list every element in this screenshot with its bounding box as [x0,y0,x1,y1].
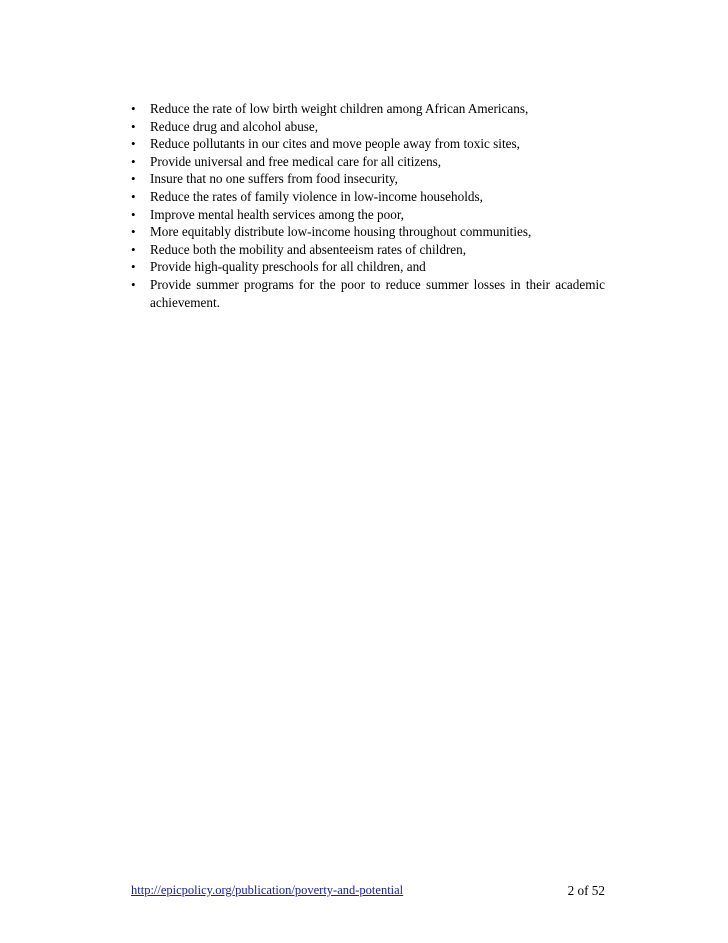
page-footer [131,883,605,903]
bullet-marker: • [131,188,136,204]
list-item-text: Reduce the rate of low birth weight children among African Americans, [150,101,529,116]
list-item [131,223,605,241]
bullet-marker: • [131,241,136,257]
list-item [131,188,605,206]
bullet-marker: • [131,153,136,169]
bullet-marker: • [131,101,136,116]
bullet-marker: • [131,171,136,187]
list-item [131,100,605,118]
list-item [131,135,605,153]
list-item-text: Reduce pollutants in our cites and move people away from toxic sites, [150,136,520,152]
list-item-text: Reduce the rates of family violence in low-income households, [150,188,483,204]
bullet-marker: • [131,224,136,240]
list-item-text: More equitably distribute low-income housing throughout communities, [150,224,532,240]
bullet-marker: • [131,276,136,292]
list-item-text: Reduce both the mobility and absenteeism rates of children, [150,241,467,257]
list-item [131,206,605,224]
list-item [131,241,605,259]
list-item [131,118,605,136]
bullet-marker: • [131,136,136,152]
bullet-list [131,100,605,311]
list-item-text: Improve mental health services among the poor, [150,206,404,222]
page-number: 2 of 52 [567,883,605,898]
list-item-text: Insure that no one suffers from food insecurity, [150,171,398,187]
bullet-marker: • [131,259,136,275]
list-item-text: Provide universal and free medical care for all citizens, [150,153,442,169]
list-item [131,170,605,188]
bullet-marker: • [131,206,136,222]
list-item-text: Reduce drug and alcohol abuse, [150,118,319,134]
list-item-text: Provide high-quality preschools for all children, and [150,259,426,275]
list-item [131,258,605,276]
list-item-text: Provide summer programs for the poor to reduce summer losses in their academic achievement. [150,276,605,310]
list-item [131,276,605,311]
bullet-marker: • [131,118,136,134]
list-item [131,153,605,171]
footer-url-link[interactable]: http://epicpolicy.org/publication/poverty-and-potential [131,883,404,897]
